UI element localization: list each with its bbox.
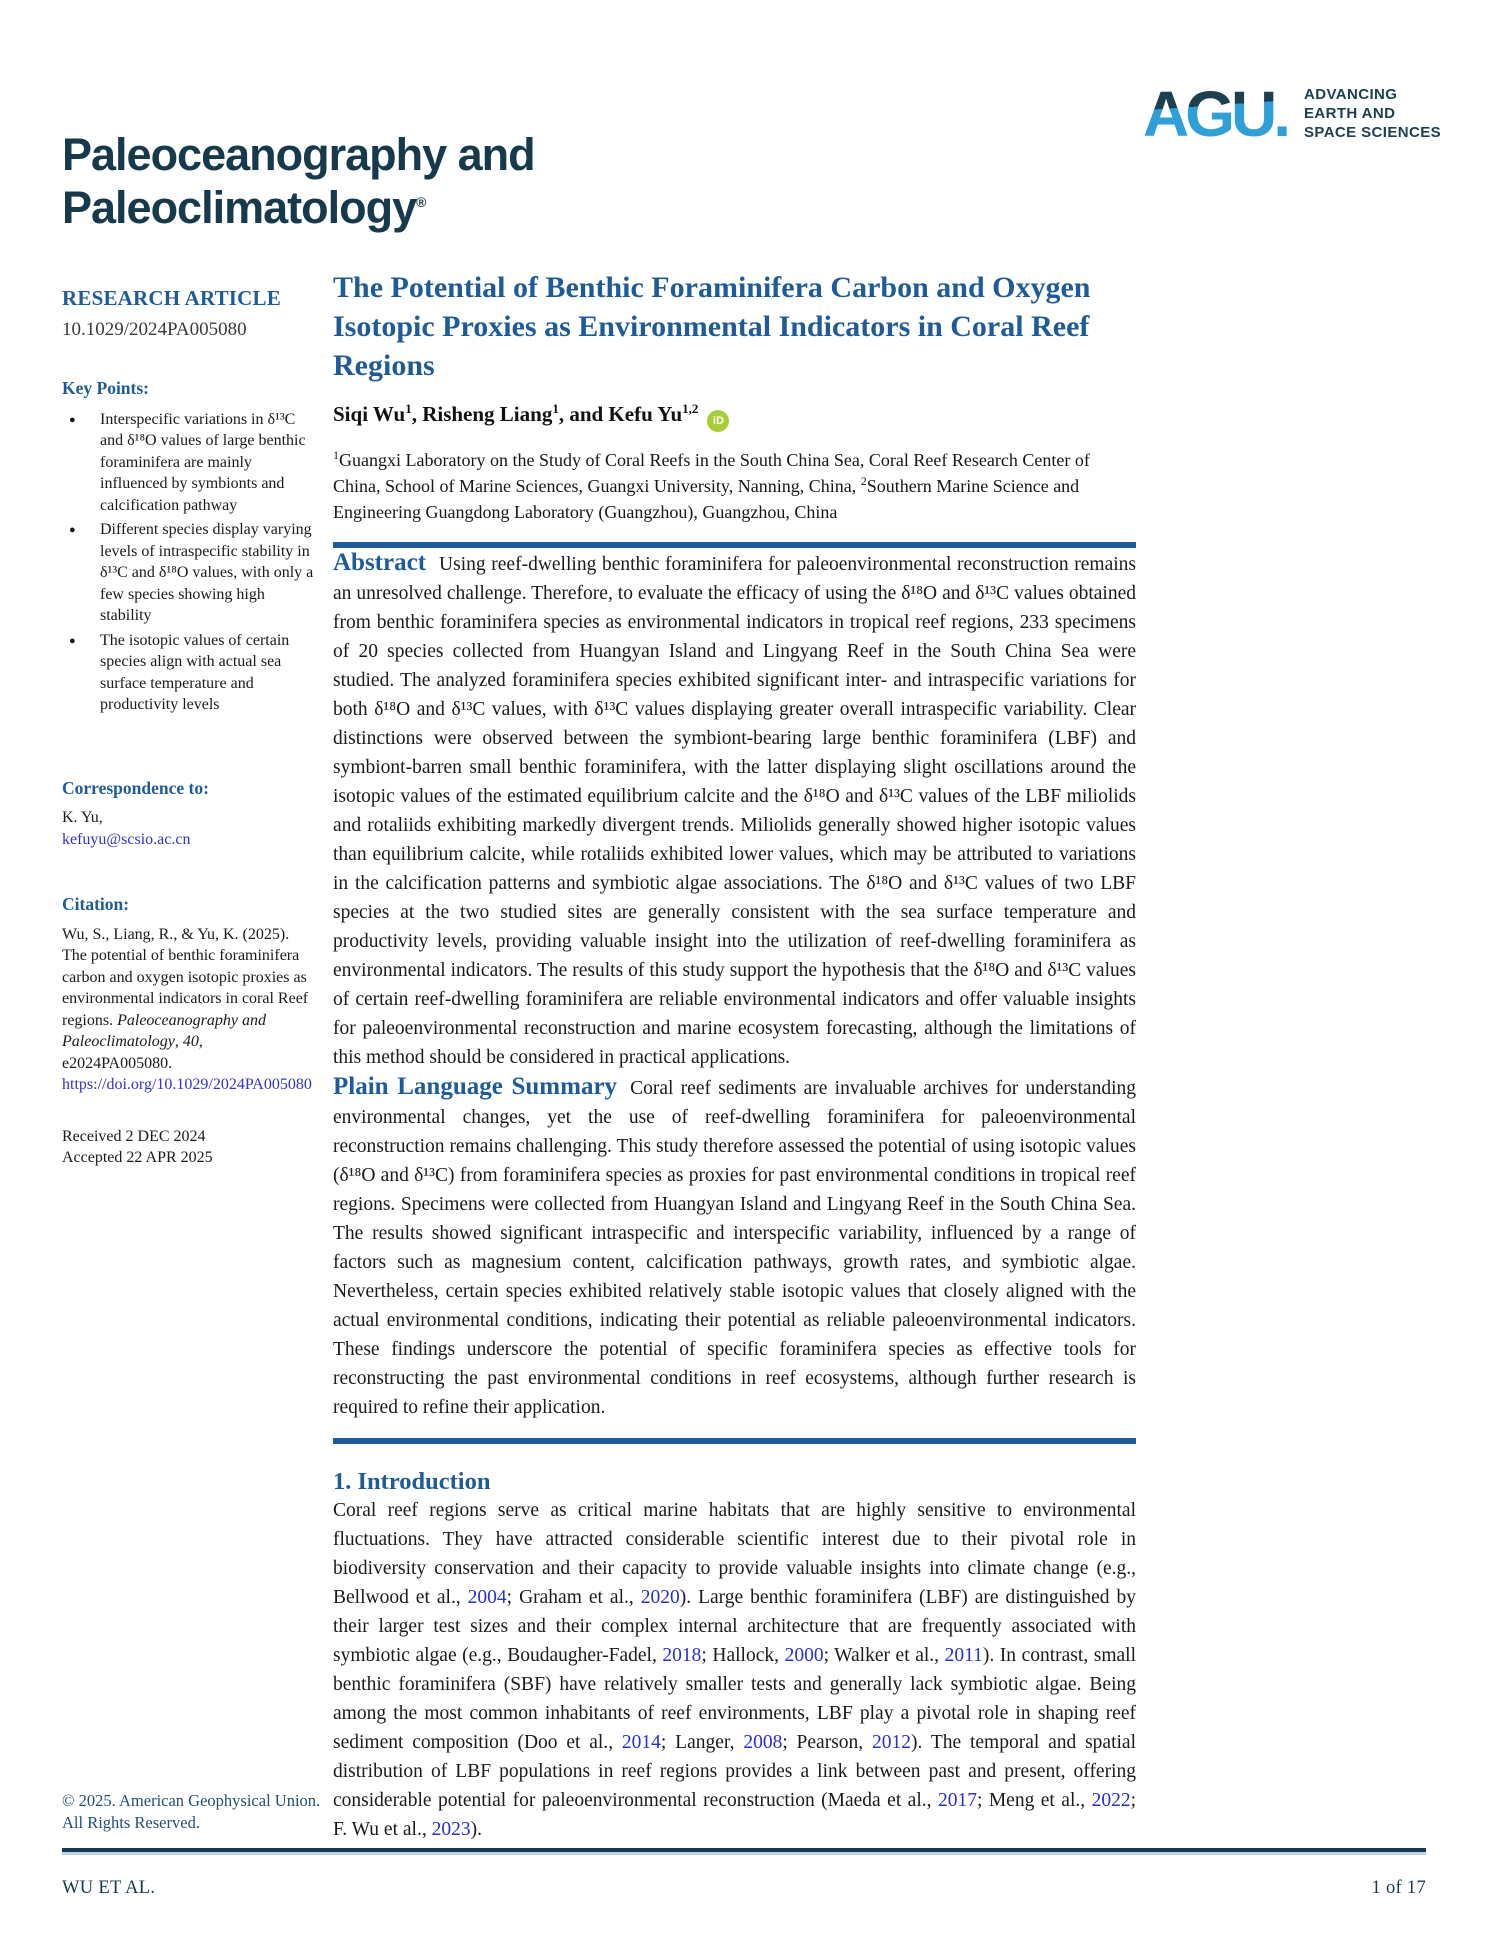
affiliations: $^1$Guangxi Laboratory on the Study of Coral Reefs in the South China Sea, Coral Reef Research Center of China, School of Marine Sciences, Guangxi University, Nanning, China, $^2$Southern Marine Science and Engineering Guangdong Laboratory (Guangzhou), Guangzhou, China [333, 448, 1090, 522]
agu-tagline-line1: ADVANCING [1304, 86, 1398, 103]
abstract-text: Using reef-dwelling benthic foraminifera for paleoenvironmental reconstruction remains an unresolved challenge. Therefore, to evaluate the efficacy of using the δ¹⁸O and δ¹³C values obtained from benthic foraminifera species as environmental indicators in tropical reef regions, 233 specimens of 20 species collected from Huangyan Island and Lingyang Reef in the South China Sea were studied. The analyzed foraminifera species exhibited significant inter- and intraspecific variations for both δ¹⁸O and δ¹³C values, with δ¹³C values displaying greater overall intraspecific variability. Clear distinctions were observed between the symbiont-bearing large benthic foraminifera (LBF) and symbiont-barren small benthic foraminifera, with the latter displaying slight oscillations around the isotopic values of the estimated equilibrium calcite and the δ¹⁸O and δ¹³C values of the LBF miliolids and rotaliids exhibiting markedly divergent trends. Miliolids generally showed higher isotopic values than equilibrium calcite, while rotaliids exhibited lower values, which may be attributed to variations in the calcification patterns and symbiotic algae associations. The δ¹⁸O and δ¹³C values of two LBF species at the two studied sites are generally consistent with the sea surface temperature and productivity levels, providing valuable insight into the utilization of reef-dwelling foraminifera as environmental indicators. The results of this study support the hypothesis that the δ¹⁸O and δ¹³C values of certain reef-dwelling foraminifera are reliable environmental indicators and offer valuable insights for paleoenvironmental reconstruction and marine ecosystem forecasting, although the limitations of this method should be considered in practical applications. [333, 554, 1136, 1068]
citation-link[interactable]: 2008 [743, 1732, 783, 1753]
article-main [333, 268, 1136, 1844]
agu-logo-icon [1143, 82, 1295, 146]
abstract-paragraph [333, 548, 1136, 1072]
authors-names: Siqi Wu$^1$, Risheng Liang$^1$, and Kefu Yu$^{1,2}$ [333, 401, 699, 426]
authors-line [333, 402, 1136, 432]
doi-label: 10.1029/2024PA005080 [62, 318, 247, 340]
citation-link[interactable]: 2014 [621, 1732, 661, 1753]
agu-tagline-line2: EARTH AND [1304, 105, 1396, 122]
introduction-paragraph: Coral reef regions serve as critical marine habitats that are highly sensitive to environmental fluctuations. They have attracted considerable scientific interest due to their pivotal role in biodiversity conservation and their capacity to provide valuable insights into climate change (e.g., Bellwood et al., 2004; Graham et al., 2020). Large benthic foraminifera (LBF) are distinguished by their larger test sizes and their complex internal architecture that are frequently associated with symbiotic algae (e.g., Boudaugher-Fadel, 2018; Hallock, 2000; Walker et al., 2011). In contrast, small benthic foraminifera (SBF) have relatively smaller tests and generally lack symbiotic algae. Being among the most common inhabitants of reef environments, LBF play a pivotal role in shaping reef sediment composition (Doo et al., 2014; Langer, 2008; Pearson, 2012). The temporal and spatial distribution of LBF populations in reef regions provides a link between past and present, offering considerable potential for paleoenvironmental reconstruction (Maeda et al., 2017; Meng et al., 2022; F. Wu et al., 2023). [333, 1500, 1136, 1840]
citation-link[interactable]: 2000 [784, 1645, 824, 1666]
orcid-icon[interactable]: iD [707, 410, 729, 432]
footer [62, 1878, 1426, 1899]
plain-language-summary-paragraph [333, 1072, 1136, 1422]
citation-link[interactable]: 2012 [872, 1732, 911, 1753]
citation-text: Wu, S., Liang, R., & Yu, K. (2025). The potential of benthic foraminifera carbon and oxygen isotopic proxies as environmental indicators in coral Reef regions. Paleoceanography and Paleoclimatology, 40, e2024PA005080. https://doi.org/10.1029/2024PA005080 [62, 925, 312, 1093]
agu-tagline [1304, 85, 1441, 142]
key-point-item: ● The isotopic values of certain species align with actual sea surface temperature and productivity levels [62, 630, 316, 716]
doi-link[interactable]: https://doi.org/10.1029/2024PA005080 [62, 1076, 312, 1093]
journal-masthead [62, 128, 535, 234]
citation-link[interactable]: 2017 [937, 1790, 977, 1811]
registered-mark: ® [416, 194, 426, 210]
correspondence-heading: Correspondence to: [62, 777, 209, 798]
citation-link[interactable]: 2011 [944, 1645, 983, 1666]
correspondence-email [62, 829, 316, 851]
citation-link[interactable]: 2018 [662, 1645, 702, 1666]
citation-link[interactable]: 2023 [431, 1819, 471, 1840]
correspondence-name: K. Yu, [62, 809, 103, 826]
agu-tagline-line3: SPACE SCIENCES [1304, 124, 1442, 141]
abstract-heading: Abstract [333, 549, 427, 576]
article-title: The Potential of Benthic Foraminifera Carbon and Oxygen Isotopic Proxies as Environmental Indicators in Coral Reef Regions [333, 271, 1091, 382]
footer-rule [62, 1848, 1426, 1855]
sidebar [62, 288, 316, 1169]
key-point-item: ● Different species display varying levels of intraspecific stability in δ¹³C and δ¹⁸O values, with only a few species showing high stability [62, 519, 316, 627]
introduction-heading: 1. Introduction [333, 1468, 491, 1495]
svg-text:AGU.: AGU. [1143, 82, 1287, 146]
journal-masthead-line1: Paleoceanography and [62, 129, 535, 180]
history-dates [62, 1126, 316, 1169]
agu-brand [1143, 82, 1441, 146]
divider-rule-introduction [333, 1438, 1136, 1444]
footer-authors: WU ET AL. [62, 1878, 156, 1898]
article-type-label: RESEARCH ARTICLE [62, 286, 281, 310]
key-point-item: ● Interspecific variations in δ¹³C and δ¹⁸O values of large benthic foraminifera are mainly influenced by symbionts and calcification pathway [62, 409, 316, 517]
plain-language-summary-heading: Plain Language Summary [333, 1073, 618, 1100]
copyright-notice: © 2025. American Geophysical Union. All Rights Reserved. [62, 1791, 321, 1832]
correspondence-email-link[interactable]: kefuyu@scsio.ac.cn [62, 830, 191, 848]
journal-masthead-line2: Paleoclimatology® [62, 182, 426, 233]
citation-link[interactable]: 2004 [467, 1587, 507, 1608]
key-points-list [62, 409, 316, 716]
footer-page-number: 1 of 17 [1371, 1878, 1426, 1898]
received-date: Received 2 DEC 2024 [62, 1127, 206, 1145]
accepted-date: Accepted 22 APR 2025 [62, 1149, 213, 1166]
citation-link[interactable]: 2020 [640, 1587, 680, 1608]
citation-heading: Citation: [62, 894, 130, 914]
key-points-heading: Key Points: [62, 378, 150, 398]
citation-link[interactable]: 2022 [1091, 1790, 1131, 1811]
plain-language-summary-text: Coral reef sediments are invaluable archives for understanding environmental changes, yet the use of reef-dwelling foraminifera for paleoenvironmental reconstruction remains challenging. This study therefore assessed the potential of using isotopic values (δ¹⁸O and δ¹³C) from foraminifera species as proxies for past environmental conditions in tropical reef regions. Specimens were collected from Huangyan Island and Lingyang Reef in the South China Sea. The results showed significant intraspecific and interspecific variability, influenced by a range of factors such as magnesium content, calcification pathways, growth rates, and symbiotic algae. Nevertheless, certain species exhibited relatively stable isotopic values that closely aligned with the actual environmental conditions, indicating their potential as reliable paleoenvironmental indicators. These findings underscore the potential of specific foraminifera species as effective tools for reconstructing the past environmental conditions in reef ecosystems, although further research is required to refine their application. [333, 1078, 1136, 1418]
